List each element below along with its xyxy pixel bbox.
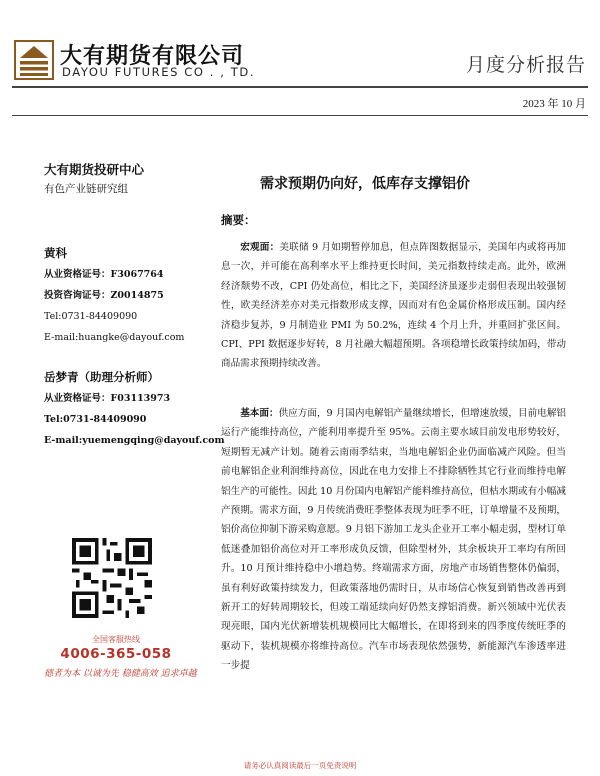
fundamentals-lead: 基本面： — [240, 408, 279, 419]
analyst-tel: Tel:0731-84409090 — [44, 414, 147, 425]
analyst-name: 黄科 — [44, 246, 67, 260]
company-slogan: 德者为本 以诚为先 稳健高效 追求卓越 — [44, 669, 197, 679]
fundamentals-text: 供应方面，9 月国内电解铝产量继续增长，但增速放缓，目前电解铝运行产能维持高位，产能利用率提升至 95%。云南主要水域目前发电形势较好，短期暂无减产计划。随着云南雨季结束，当地电解铝企业仍面临减产风险。但当前电解铝企业利润维持高位，因此在电力安排上不排除牺牲其它行业而维持电解铝生产的可能性。因此 10 月份国内电解铝产能料维持高位，但枯水期或有小幅减产预期。需求方面，9 月传统消费旺季整体表现为旺季不旺，订单增量不及预期，铝价高位抑制下游采购意愿。9 月铝下游加工龙头企业开工率小幅走弱，型材订单低迷叠加铝价高位对开工率形成负反馈，但除型材外，其余板块开工率均有所回升。10 月预计维持稳中小增趋势。终端需求方面，房地产市场销售整体仍偏弱，虽有利好政策持续发力，但政策落地仍需时日，从市场信心恢复到销售改善再到新开工的好转周期较长，但竣工端延续向好仍然支撑铝消费。新兴领域中光伏表现亮眼，国内光伏新增装机规模同比大幅增长，在即将到来的四季度传统旺季的驱动下，装机规模亦将维持高位。汽车市场表现依然强势，新能源汽车渗透率进一步提 — [221, 408, 567, 672]
macro-text: 美联储 9 月如期暂停加息，但点阵图数据显示，美国年内或将再加息一次，并可能在高利率水平上维持更长时间，美元指数持续走高。此外，欧洲经济颓势不改，CPI 仍处高位，相比之下，美国经济虽逐步走弱但表现出较强韧性，欧美经济差亦对美元指数形成支撑，因而对有色金属价格形成压制。国内经济稳步复苏，9 月制造业 PMI 为 50.2%，连续 4 个月上升，并重回扩张区间。CPI、PPI 数据逐步好转，8 月社融大幅超预期。各项稳增长政策持续加码，带动商品需求预期持续改善。 — [221, 242, 567, 370]
research-center: 大有期货投研中心 — [44, 162, 145, 177]
disclaimer-note[interactable]: 请务必认真阅读最后一页免责说明 — [243, 761, 357, 770]
report-type: 月度分析报告 — [465, 54, 586, 76]
header-divider — [12, 86, 588, 88]
abstract-heading: 摘要： — [221, 213, 256, 227]
qr-code-icon — [72, 538, 152, 618]
analyst-qualification: 从业资格证号：F03113973 — [44, 393, 171, 404]
analyst-email[interactable]: E-mail:huangke@dayouf.com — [44, 332, 185, 343]
analyst-email[interactable]: E-mail:yuemengqing@dayouf.com — [44, 435, 225, 446]
report-title: 需求预期仍向好，低库存支撑铝价 — [260, 176, 470, 192]
company-logo-icon — [14, 40, 54, 80]
research-group: 有色产业链研究组 — [44, 183, 128, 195]
hotline-label: 全国客服热线 — [92, 635, 140, 644]
date-divider — [12, 115, 588, 116]
company-name-cn: 大有期货有限公司 — [60, 44, 245, 69]
hotline-number: 4006-365-058 — [60, 646, 172, 662]
analyst-name: 岳梦青（助理分析师） — [44, 370, 159, 384]
company-name-en: DAYOU FUTURES CO . , TD. — [62, 65, 256, 79]
fundamentals-paragraph — [221, 404, 566, 676]
analyst-consulting-id: 投资咨询证号：Z0014875 — [44, 290, 164, 301]
report-date: 2023 年 10 月 — [522, 98, 586, 110]
macro-lead: 宏观面： — [240, 242, 280, 253]
macro-paragraph — [221, 238, 566, 374]
analyst-tel: Tel:0731-84409090 — [44, 311, 138, 322]
analyst-qualification: 从业资格证号：F3067764 — [44, 269, 164, 280]
